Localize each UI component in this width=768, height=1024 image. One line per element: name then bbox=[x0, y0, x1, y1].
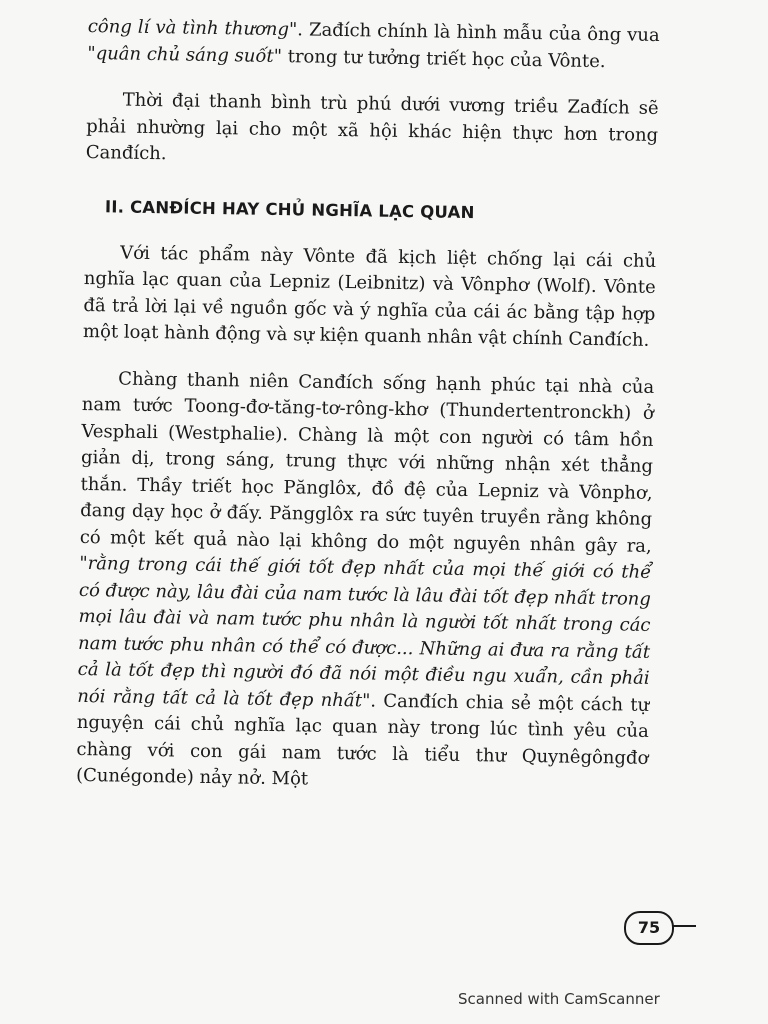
page-number: 75 bbox=[624, 911, 674, 945]
paragraph-1 bbox=[87, 14, 660, 76]
paragraph-3 bbox=[83, 239, 657, 354]
text-segment: rằng trong cái thế giới tốt đẹp nhất của mọi thế giới có thể có được này, lâu đài của nam tước là lâu đài tốt đẹp nhất trong mọi lâu đài và nam tước phu nhân là người tốt nhất trong các nam tước phu nhân có thể có được... Những ai đưa ra rằng tất cả là tốt đẹp thì người đó đã nói một điều ngu xuẩn, cần phải nói rằng tất cả là tốt đẹp nhất bbox=[77, 553, 652, 711]
text-segment: công lí và tình thương bbox=[87, 15, 290, 41]
page-text bbox=[76, 14, 660, 818]
text-segment: Với tác phẩm này Vônte đã kịch liệt chống lại cái chủ nghĩa lạc quan của Lepniz (Leibnitz) và Vônphơ (Wolf). Vônte đã trả lời lại về nguồn gốc và ý nghĩa của cái ác bằng tập hợp một loạt hành động và sự kiện quanh nhân vật chính Canđích. bbox=[82, 242, 657, 351]
page-number-tick bbox=[672, 925, 696, 927]
section-heading: II. CANĐÍCH HAY CHỦ NGHĨA LẠC QUAN bbox=[104, 196, 475, 222]
paragraph-2 bbox=[86, 87, 659, 175]
text-segment: quân chủ sáng suốt bbox=[95, 42, 274, 67]
text-segment: ". Canđích chia sẻ một cách tự nguyện cái chủ nghĩa lạc quan này trong lúc tình yêu của chàng với con gái nam tước là tiểu thư Quynêgôngđơ (Cunégonde) nảy nở. Một bbox=[75, 689, 650, 790]
paragraph-4 bbox=[76, 365, 655, 798]
text-segment: Chàng thanh niên Canđích sống hạnh phúc tại nhà của nam tước Toong-đơ-tăng-tơ-rông-khơ (Thundertentronckh) ở Vesphali (Westphalie). Chàng là một con người có tâm hồn giản dị, trong sáng, trung thực với những nhận xét thẳng thắn. Thầy triết học Pănglôx, đồ đệ của Lepniz và Vônphơ, đang dạy học ở đấy. Păngglôx ra sức tuyên truyền rằng không có một kết quả nào lại không do một nguyên nhân gây ra, " bbox=[79, 368, 655, 575]
text-segment: ". Zađích chính là hình mẫu của ông vua " bbox=[87, 19, 660, 64]
scanner-watermark: Scanned with CamScanner bbox=[458, 990, 660, 1008]
text-segment: Thời đại thanh bình trù phú dưới vương triều Zađích sẽ phải nhường lại cho một xã hội khác hiện thực hơn trong Canđích. bbox=[85, 89, 659, 165]
text-segment: " trong tư tưởng triết học của Vônte. bbox=[273, 45, 606, 72]
